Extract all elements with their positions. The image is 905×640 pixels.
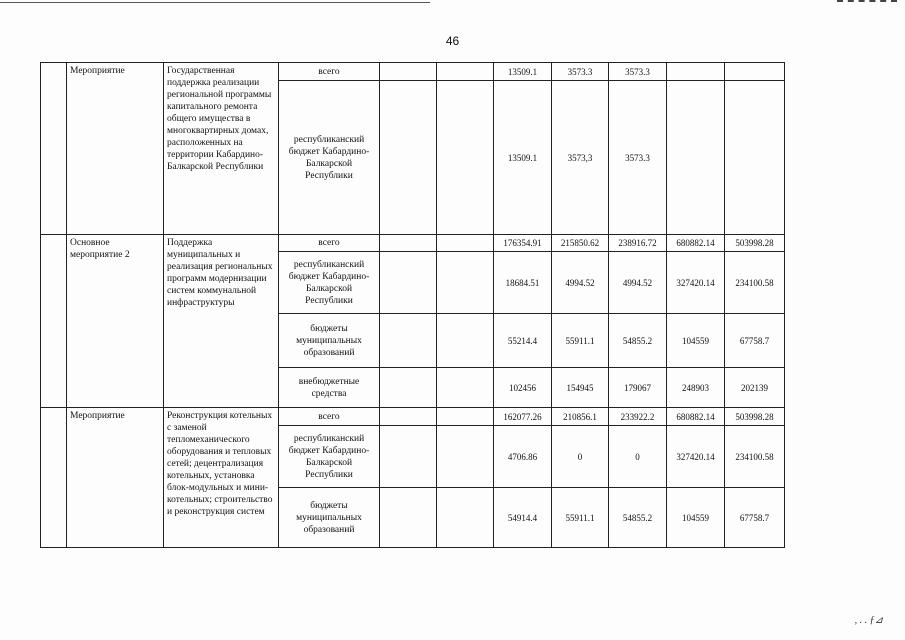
funding-source-cell: всего	[279, 235, 380, 252]
top-scan-marks	[837, 0, 897, 4]
value-cell: 202139	[725, 368, 785, 408]
value-cell: 4994.52	[552, 252, 609, 314]
funding-source-cell: всего	[279, 63, 380, 81]
value-cell: 680882.14	[667, 408, 725, 426]
value-cell: 238916.72	[609, 235, 667, 252]
value-cell	[667, 81, 725, 235]
value-cell: 233922.2	[609, 408, 667, 426]
value-cell: 54855.2	[609, 314, 667, 368]
event-name-cell: Реконструкция котельных с заменой тепломеханического оборудования и тепловых сетей; децентрализация котельных, установка блок-модульных и мини-котельных; строительство и реконструкция систем	[164, 408, 279, 548]
value-cell: 0	[552, 426, 609, 488]
value-cell: 210856.1	[552, 408, 609, 426]
empty-cell	[437, 81, 494, 235]
value-cell: 13509.1	[494, 63, 552, 81]
funding-source-cell: бюджеты муниципальных образований	[279, 314, 380, 368]
value-cell: 179067	[609, 368, 667, 408]
value-cell: 3573.3	[609, 63, 667, 81]
empty-cell	[437, 368, 494, 408]
value-cell: 327420.14	[667, 426, 725, 488]
empty-cell	[380, 408, 437, 426]
funding-source-cell: республиканский бюджет Кабардино-Балкарской Республики	[279, 252, 380, 314]
value-cell: 154945	[552, 368, 609, 408]
empty-cell	[437, 235, 494, 252]
table-row	[41, 408, 785, 426]
event-type-cell: Мероприятие	[67, 63, 164, 235]
empty-cell	[437, 314, 494, 368]
index-cell	[41, 408, 67, 548]
index-cell	[41, 235, 67, 408]
funding-source-cell: республиканский бюджет Кабардино-Балкарской Республики	[279, 81, 380, 235]
value-cell	[667, 63, 725, 81]
budget-table	[40, 62, 785, 548]
top-border-line	[0, 2, 430, 3]
value-cell: 4994.52	[609, 252, 667, 314]
value-cell: 162077.26	[494, 408, 552, 426]
table-row	[41, 63, 785, 81]
value-cell: 55911.1	[552, 314, 609, 368]
value-cell: 18684.51	[494, 252, 552, 314]
value-cell: 503998.28	[725, 235, 785, 252]
value-cell: 248903	[667, 368, 725, 408]
funding-source-cell: всего	[279, 408, 380, 426]
corner-handwritten-mark: , . . ƒ⊿	[854, 615, 883, 626]
event-type-cell: Мероприятие	[67, 408, 164, 548]
empty-cell	[380, 81, 437, 235]
value-cell: 55214.4	[494, 314, 552, 368]
value-cell: 13509.1	[494, 81, 552, 235]
empty-cell	[380, 63, 437, 81]
value-cell: 104559	[667, 314, 725, 368]
empty-cell	[380, 368, 437, 408]
value-cell: 102456	[494, 368, 552, 408]
empty-cell	[437, 408, 494, 426]
value-cell: 327420.14	[667, 252, 725, 314]
empty-cell	[437, 63, 494, 81]
value-cell: 215850.62	[552, 235, 609, 252]
page-number: 46	[445, 34, 460, 48]
value-cell: 3573.3	[609, 81, 667, 235]
funding-source-cell: внебюджетные средства	[279, 368, 380, 408]
value-cell: 234100.58	[725, 252, 785, 314]
value-cell: 104559	[667, 488, 725, 548]
empty-cell	[380, 314, 437, 368]
empty-cell	[437, 252, 494, 314]
value-cell: 503998.28	[725, 408, 785, 426]
value-cell: 3573,3	[552, 81, 609, 235]
event-name-cell: Поддержка муниципальных и реализация региональных программ модернизации систем коммунальной инфраструктуры	[164, 235, 279, 408]
value-cell: 680882.14	[667, 235, 725, 252]
empty-cell	[437, 426, 494, 488]
value-cell	[725, 81, 785, 235]
index-cell	[41, 63, 67, 235]
value-cell	[725, 63, 785, 81]
empty-cell	[380, 235, 437, 252]
value-cell: 3573.3	[552, 63, 609, 81]
value-cell: 234100.58	[725, 426, 785, 488]
empty-cell	[380, 252, 437, 314]
empty-cell	[380, 488, 437, 548]
funding-source-cell: бюджеты муниципальных образований	[279, 488, 380, 548]
value-cell: 176354.91	[494, 235, 552, 252]
value-cell: 67758.7	[725, 314, 785, 368]
table-row	[41, 235, 785, 252]
funding-source-cell: республиканский бюджет Кабардино-Балкарской Республики	[279, 426, 380, 488]
empty-cell	[437, 488, 494, 548]
event-type-cell: Основное мероприятие 2	[67, 235, 164, 408]
budget-table-container	[40, 62, 785, 548]
value-cell: 0	[609, 426, 667, 488]
value-cell: 67758.7	[725, 488, 785, 548]
value-cell: 55911.1	[552, 488, 609, 548]
value-cell: 4706.86	[494, 426, 552, 488]
event-name-cell: Государственная поддержка реализации региональной программы капитального ремонта общего имущества в многоквартирных домах, расположенных на территории Кабардино-Балкарской Республики	[164, 63, 279, 235]
value-cell: 54914.4	[494, 488, 552, 548]
empty-cell	[380, 426, 437, 488]
value-cell: 54855.2	[609, 488, 667, 548]
